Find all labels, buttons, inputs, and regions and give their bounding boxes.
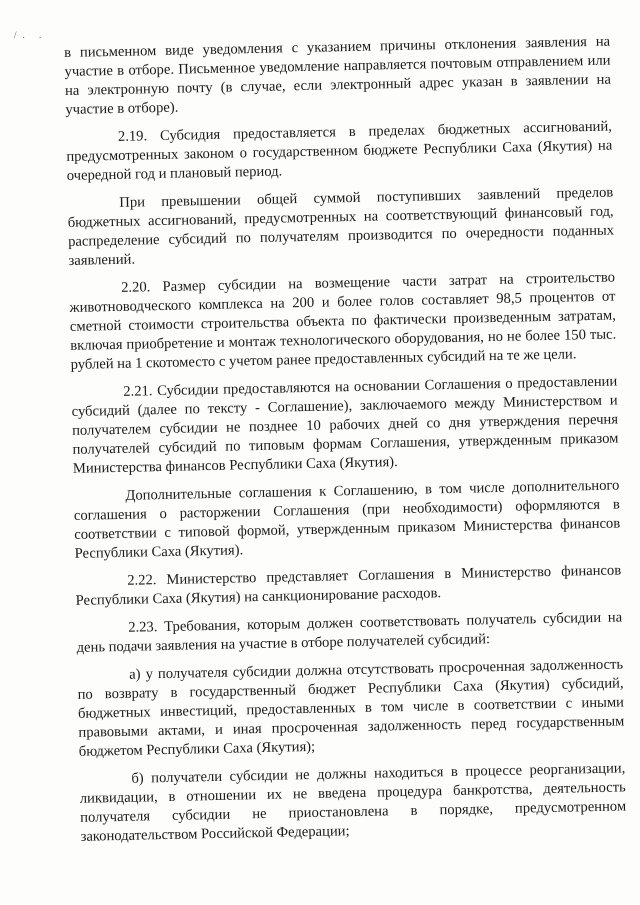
paragraph-2-19: 2.19. Субсидия предоставляется в пределах бюджетных ассигнований, предусмотренных законом о государственном бюджете Республики Саха (Якутия) на очередной год и плановый период.	[66, 118, 613, 184]
paragraph-2-21: 2.21. Субсидии предоставляются на основании Соглашения о предоставлении субсидий (далее по тексту - Соглашение), заключаемого между Министерством и получателем субсидии не позднее 10 рабочих дней со дня утверждения перечня получателей субсидий по типовым формам Соглашения, утвержденным приказом Министерства финансов Республики Саха (Якутия).	[71, 373, 619, 477]
paragraph-2-20: 2.20. Размер субсидии на возмещение части затрат на строительство животноводческого комплекса на 200 и более голов составляет 98,5 процентов от сметной стоимости строительства объекта по фактически произведенным затратам, включая приобретение и монтаж технологического оборудования, но не более 150 тыс. рублей на 1 скотоместо с учетом ранее предоставленных субсидий на те же цели.	[69, 269, 617, 373]
corner-mark: /. .	[14, 30, 48, 40]
paragraph-2-23: 2.23. Требования, которым должен соответствовать получатель субсидии на день подачи заявления на участие в отборе получателей субсидий:	[76, 609, 623, 656]
paragraph-budget-excess: При превышении общей суммой поступивших заявлений пределов бюджетных ассигнований, предусмотренных на соответствующий финансовый год, распределение субсидий по получателям производится по очередности поданных заявлений.	[67, 184, 615, 269]
paragraph-2-22: 2.22. Министерство представляет Соглашения в Министерство финансов Республики Саха (Якутия) на санкционирование расходов.	[75, 562, 622, 609]
paragraph-requirement-a: а) у получателя субсидии должна отсутствовать просроченная задолженность по возврату в государственный бюджет Республики Саха (Якутия) субсидий, бюджетных инвестиций, предоставленных в том числе в соответствии с иными правовыми актами, и иная просроченная задолженность перед государственным бюджетом Республики Саха (Якутия);	[77, 656, 625, 760]
document-body	[64, 33, 627, 856]
paragraph-continuation: в письменном виде уведомления с указанием причины отклонения заявления на участие в отборе. Письменное уведомление направляется почтовым отправлением или на электронную почту (в случае, если электронный адрес указан в заявлении на участие в отборе).	[64, 33, 612, 118]
paragraph-requirement-b: б) получатели субсидии не должны находиться в процессе реорганизации, ликвидации, в отношении их не введена процедура банкротства, деятельность получателя субсидии не приостановлена в порядке, предусмотренном законодательством Российской Федерации;	[79, 760, 627, 845]
paragraph-additional-agreements: Дополнительные соглашения к Соглашению, в том числе дополнительного соглашения о расторжении Соглашения (при необходимости) оформляются в соответствии с типовой формой, утвержденным приказом Министерства финансов Республики Саха (Якутия).	[73, 477, 621, 562]
